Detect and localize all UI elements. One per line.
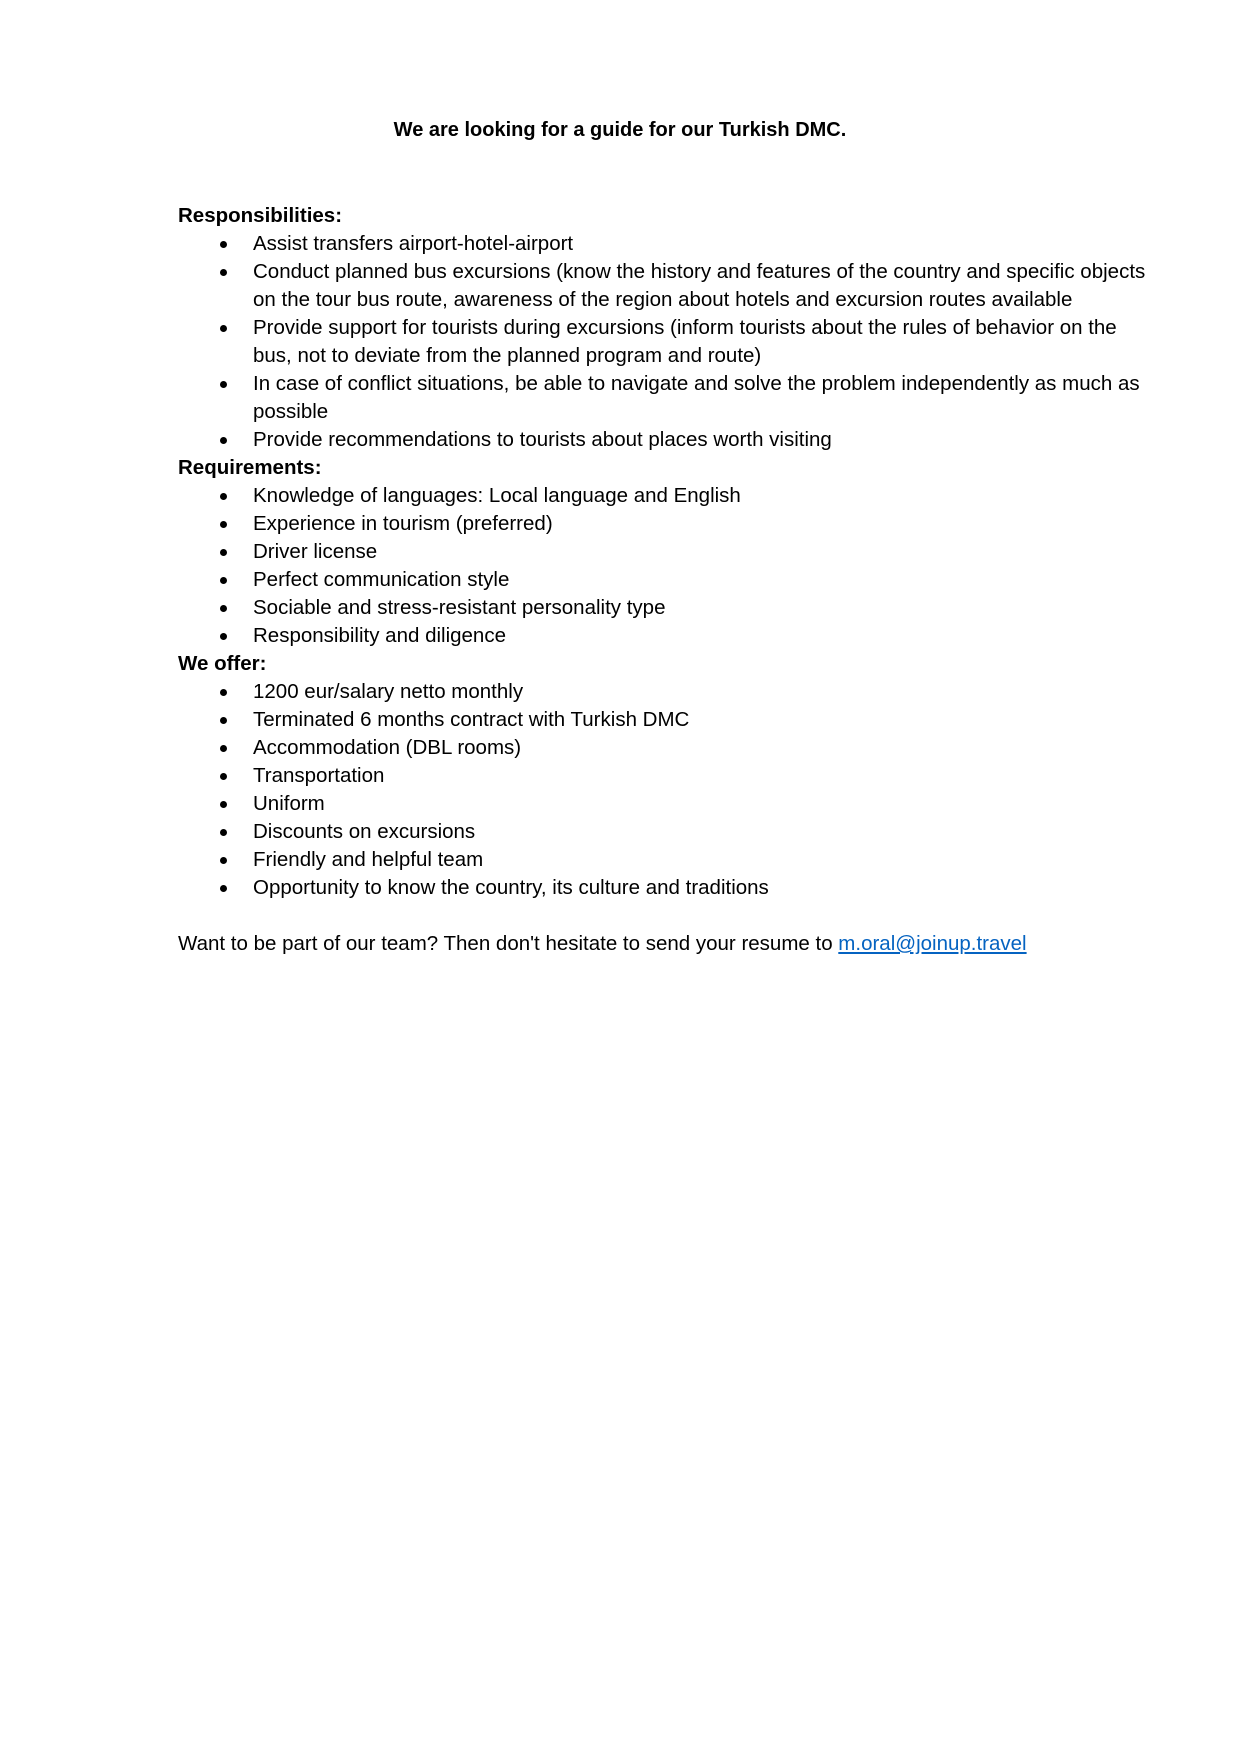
list-item — [178, 762, 1146, 790]
list-item-text: Provide recommendations to tourists about places worth visiting — [253, 428, 832, 451]
list-item — [178, 818, 1146, 846]
list-item-text: Friendly and helpful team — [253, 848, 484, 871]
bullet-icon — [220, 437, 227, 444]
bullet-icon — [220, 241, 227, 248]
bullet-icon — [220, 885, 227, 892]
email-link[interactable]: m.oral@joinup.travel — [838, 932, 1027, 955]
bullet-icon — [220, 745, 227, 752]
bullet-icon — [220, 605, 227, 612]
list-item — [178, 874, 1146, 902]
document-body — [178, 202, 1146, 958]
bullet-icon — [220, 801, 227, 808]
list-item-text: Experience in tourism (preferred) — [253, 512, 553, 535]
bullet-icon — [220, 549, 227, 556]
list-item-text: Perfect communication style — [253, 568, 510, 591]
bullet-icon — [220, 521, 227, 528]
list-item — [178, 622, 1146, 650]
closing-paragraph — [178, 930, 1146, 958]
section-heading-responsibilities: Responsibilities: — [178, 204, 343, 227]
list-item-text: Sociable and stress-resistant personality type — [253, 596, 666, 619]
section-heading-we-offer: We offer: — [178, 652, 267, 675]
list-item-text: Terminated 6 months contract with Turkish DMC — [253, 708, 690, 731]
list-item — [178, 594, 1146, 622]
list-item-text: Responsibility and diligence — [253, 624, 506, 647]
list-item-text: Knowledge of languages: Local language and English — [253, 484, 741, 507]
bullet-icon — [220, 269, 227, 276]
list-item — [178, 230, 1146, 258]
list-item-text: Accommodation (DBL rooms) — [253, 736, 522, 759]
offer-list — [178, 678, 1146, 902]
list-item — [178, 846, 1146, 874]
list-item-text: Conduct planned bus excursions (know the history and features of the country and specific objects on the tour bus route, awareness of the region about hotels and excursion routes available — [253, 260, 1146, 311]
bullet-icon — [220, 773, 227, 780]
bullet-icon — [220, 577, 227, 584]
bullet-icon — [220, 493, 227, 500]
list-item-text: Driver license — [253, 540, 378, 563]
list-item-text: Provide support for tourists during excursions (inform tourists about the rules of behavior on the bus, not to deviate from the planned program and route) — [253, 316, 1117, 367]
list-item-text: Assist transfers airport-hotel-airport — [253, 232, 574, 255]
list-item — [178, 370, 1146, 426]
list-item — [178, 706, 1146, 734]
bullet-icon — [220, 717, 227, 724]
list-item-text: Uniform — [253, 792, 325, 815]
list-item-text: Discounts on excursions — [253, 820, 476, 843]
list-item — [178, 678, 1146, 706]
bullet-icon — [220, 381, 227, 388]
list-item — [178, 790, 1146, 818]
list-item — [178, 510, 1146, 538]
list-item-text: In case of conflict situations, be able to navigate and solve the problem independently as much as possible — [253, 372, 1140, 423]
list-item — [178, 538, 1146, 566]
list-item — [178, 314, 1146, 370]
bullet-icon — [220, 689, 227, 696]
bullet-icon — [220, 857, 227, 864]
responsibilities-list — [178, 230, 1146, 454]
list-item — [178, 258, 1146, 314]
list-item — [178, 426, 1146, 454]
document-title: We are looking for a guide for our Turkish DMC. — [393, 119, 847, 141]
bullet-icon — [220, 633, 227, 640]
closing-text: Want to be part of our team? Then don't hesitate to send your resume to — [178, 932, 839, 955]
list-item — [178, 482, 1146, 510]
list-item — [178, 734, 1146, 762]
bullet-icon — [220, 829, 227, 836]
list-item-text: Transportation — [253, 764, 385, 787]
list-item-text: 1200 eur/salary netto monthly — [253, 680, 524, 703]
section-heading-requirements: Requirements: — [178, 456, 322, 479]
bullet-icon — [220, 325, 227, 332]
list-item — [178, 566, 1146, 594]
list-item-text: Opportunity to know the country, its culture and traditions — [253, 876, 769, 899]
requirements-list — [178, 482, 1146, 650]
